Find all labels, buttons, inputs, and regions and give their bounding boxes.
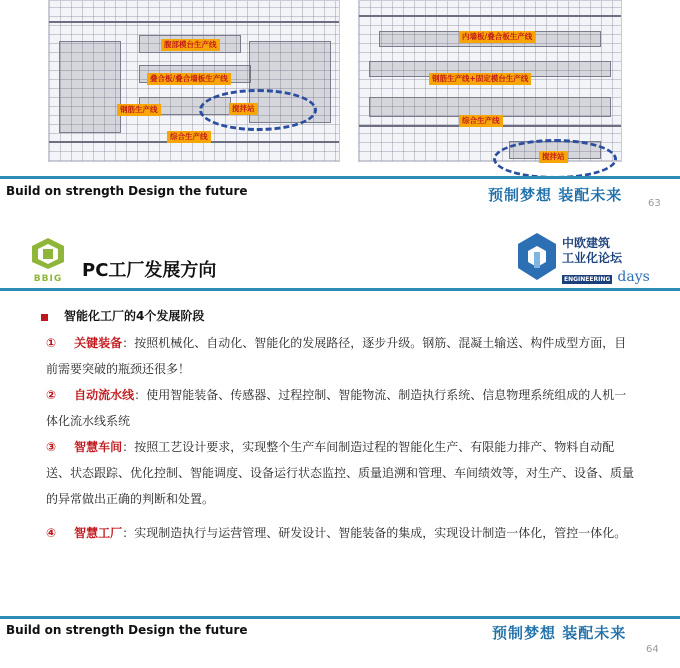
plan-label: 钢筋生产线	[117, 104, 161, 116]
factory-plan-right	[358, 0, 622, 162]
forum-logo-days: days	[617, 269, 650, 285]
list-item-smart-factory	[46, 520, 636, 546]
item-keyword: 智慧工厂	[74, 526, 123, 540]
plan-label: 叠合板/叠合墙板生产线	[147, 73, 231, 85]
item-text: ：使用智能装备、传感器、过程控制、智能物流、制造执行系统、信息物理系统组成的人机一体化流水线系统	[46, 388, 627, 428]
page-number: 63	[648, 198, 661, 209]
footer-slogan-cn: 预制梦想 装配未来	[488, 186, 623, 204]
footer-rule	[0, 616, 680, 619]
forum-logo-line1: 中欧建筑	[562, 236, 611, 250]
bbig-logo-text: BBIG	[33, 274, 63, 284]
bullet-square-icon	[41, 314, 48, 321]
highlight-ring	[199, 89, 317, 131]
page-title: PC工厂发展方向	[82, 260, 217, 281]
item-number: ①	[46, 336, 57, 350]
plan-label: 钢筋生产线+固定模台生产线	[429, 73, 531, 85]
forum-logo-engineering: ENGINEERING	[564, 276, 611, 283]
factory-plan-left	[48, 0, 340, 162]
item-text: ：按照机械化、自动化、智能化的发展路径，逐步升级。钢筋、混凝土输送、构件成型方面，目前需要突破的瓶颈还很多！	[46, 336, 627, 376]
title-rule	[0, 288, 680, 291]
forum-logo-line2: 工业化论坛	[562, 251, 623, 265]
plan-label: 腹部模台生产线	[161, 39, 220, 51]
plan-label: 搅拌站	[229, 103, 258, 115]
item-text: ：按照工艺设计要求，实现整个生产车间制造过程的智能化生产、有限能力排产、物料自动配送、状态跟踪、优化控制、智能调度、设备运行状态监控、质量追溯和管理、车间绩效等，对生产、设备、质量的异常做出正确的判断和处置。	[46, 440, 635, 506]
footer-slogan-en: Build on strength Design the future	[6, 623, 248, 637]
footer-slogan-en: Build on strength Design the future	[6, 184, 248, 198]
item-number: ③	[46, 440, 57, 454]
section-heading: 智能化工厂的4个发展阶段	[64, 309, 205, 323]
footer-slogan-cn: 预制梦想 装配未来	[492, 624, 627, 642]
plan-label: 综合生产线	[459, 115, 503, 127]
item-keyword: 自动流水线	[74, 388, 135, 402]
highlight-ring	[493, 139, 617, 179]
item-number: ④	[46, 526, 57, 540]
forum-logo-tag	[562, 266, 650, 285]
item-keyword: 智慧车间	[74, 440, 123, 454]
bbig-logo	[26, 236, 70, 286]
bbig-logo-icon	[26, 236, 70, 270]
footer-rule	[0, 176, 680, 179]
plan-label: 综合生产线	[167, 131, 211, 143]
item-text: ：实现制造执行与运营管理、研发设计、智能装备的集成，实现设计制造一体化，管控一体化。	[122, 526, 627, 540]
plan-label: 搅拌站	[539, 151, 568, 163]
item-number: ②	[46, 388, 57, 402]
forum-logo	[516, 232, 656, 284]
item-keyword: 关键装备	[74, 336, 123, 350]
page-number: 64	[646, 644, 659, 655]
plan-label: 内墙板/叠合板生产线	[459, 31, 535, 43]
list-item-smart-workshop	[46, 434, 636, 512]
list-item-automated-line	[46, 382, 636, 434]
forum-logo-icon	[516, 232, 558, 282]
list-item-key-equipment	[46, 330, 636, 382]
